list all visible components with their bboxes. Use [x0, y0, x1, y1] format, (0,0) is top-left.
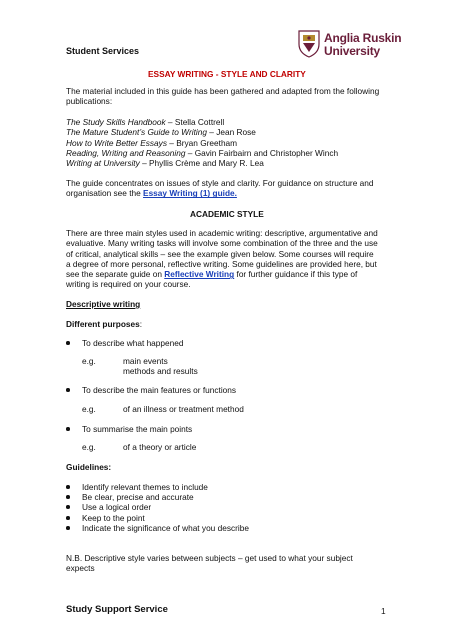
publication-title: Reading, Writing and Reasoning	[66, 147, 186, 158]
bullet-icon	[66, 505, 70, 509]
example-text: of a theory or article	[123, 442, 197, 452]
bullet-icon	[66, 526, 70, 530]
focus-paragraph	[66, 178, 373, 199]
paragraph-line: evaluative. Many writing tasks will involve some combination of the three and the use	[66, 238, 378, 249]
intro-line: publications:	[66, 96, 113, 107]
publication-item	[66, 138, 338, 148]
purposes-colon: :	[139, 319, 143, 329]
reflective-writing-link[interactable]: Reflective Writing	[164, 269, 235, 280]
bullet-icon	[66, 485, 70, 489]
nb-line: N.B. Descriptive style varies between subjects – get used to what your subject	[66, 553, 353, 563]
publication-item	[66, 158, 338, 168]
nb-line: expects	[66, 563, 95, 574]
academic-style-paragraph	[66, 228, 378, 290]
bullet-icon	[66, 495, 70, 499]
paragraph-line: of critical, analytical skills – see the example given below. Some courses will require	[66, 248, 374, 259]
bullet-icon	[66, 388, 70, 392]
guideline-text: Identify relevant themes to include	[82, 482, 208, 492]
publication-item	[66, 117, 338, 127]
focus-line-2	[66, 188, 373, 198]
publication-title: How to Write Better Essays	[66, 137, 167, 148]
publication-item	[66, 148, 338, 158]
purpose-text: To summarise the main points	[82, 424, 193, 434]
publication-title: Writing at University	[66, 158, 140, 169]
paragraph-line: a degree of more personal, reflective writing. Some guidelines are provided here, but	[66, 258, 377, 269]
purpose-text: To describe what happened	[82, 338, 184, 348]
paragraph-line-with-link	[66, 269, 378, 279]
guideline-text: Keep to the point	[82, 513, 145, 523]
bullet-icon	[66, 427, 70, 431]
essay-writing-guide-link[interactable]: Essay Writing (1) guide.	[143, 188, 237, 199]
section-heading: ACADEMIC STYLE	[190, 209, 264, 219]
university-crest-icon	[297, 28, 321, 58]
example-text: of an illness or treatment method	[123, 404, 244, 414]
publications-list	[66, 117, 338, 168]
publication-title: The Mature Student’s Guide to Writing	[66, 127, 207, 138]
header-title: Student Services	[66, 46, 140, 56]
bullet-icon	[66, 516, 70, 520]
university-logo	[324, 32, 401, 57]
example-text: methods and results	[123, 366, 198, 376]
publication-item	[66, 127, 338, 137]
page-number: 1	[381, 606, 386, 616]
guideline-text: Indicate the significance of what you describe	[82, 523, 249, 533]
publication-author: – Phyllis Crème and Mary R. Lea	[139, 158, 264, 169]
focus-line-text: organisation see the	[66, 188, 144, 199]
publication-title: The Study Skills Handbook	[66, 117, 166, 127]
purposes-label	[66, 319, 142, 329]
guidelines-label: Guidelines:	[66, 462, 112, 472]
intro-paragraph	[66, 86, 379, 107]
nb-note	[66, 553, 353, 574]
paragraph-line: There are three main styles used in academic writing: descriptive, argumentative and	[66, 228, 378, 238]
footer-title: Study Support Service	[66, 604, 168, 615]
logo-line-1: Anglia Ruskin	[324, 31, 402, 45]
intro-line: The material included in this guide has been gathered and adapted from the following	[66, 86, 380, 96]
paragraph-text: see the separate guide on	[66, 269, 165, 280]
document-title: ESSAY WRITING - STYLE AND CLARITY	[148, 69, 306, 79]
bullet-icon	[66, 341, 70, 345]
publication-author: – Gavin Fairbairn and Christopher Winch	[185, 147, 339, 158]
publication-author: – Bryan Greetham	[166, 137, 238, 148]
focus-line: The guide concentrates on issues of style and clarity. For guidance on structure and	[66, 178, 374, 188]
descriptive-writing-heading: Descriptive writing	[66, 299, 141, 309]
purposes-label-text: Different purposes	[66, 319, 140, 329]
purpose-text: To describe the main features or functions	[82, 385, 237, 395]
eg-label: e.g.	[82, 442, 96, 452]
logo-line-2: University	[324, 43, 381, 58]
guideline-text: Be clear, precise and accurate	[82, 492, 194, 502]
eg-label: e.g.	[82, 404, 96, 414]
paragraph-line: writing is required on your course.	[66, 279, 191, 290]
example-text: main events	[123, 356, 168, 366]
eg-label: e.g.	[82, 356, 96, 366]
publication-author: – Jean Rose	[206, 127, 256, 138]
publication-author: – Stella Cottrell	[165, 117, 225, 127]
guideline-text: Use a logical order	[82, 502, 152, 512]
paragraph-text: for further guidance if this type of	[234, 269, 358, 280]
